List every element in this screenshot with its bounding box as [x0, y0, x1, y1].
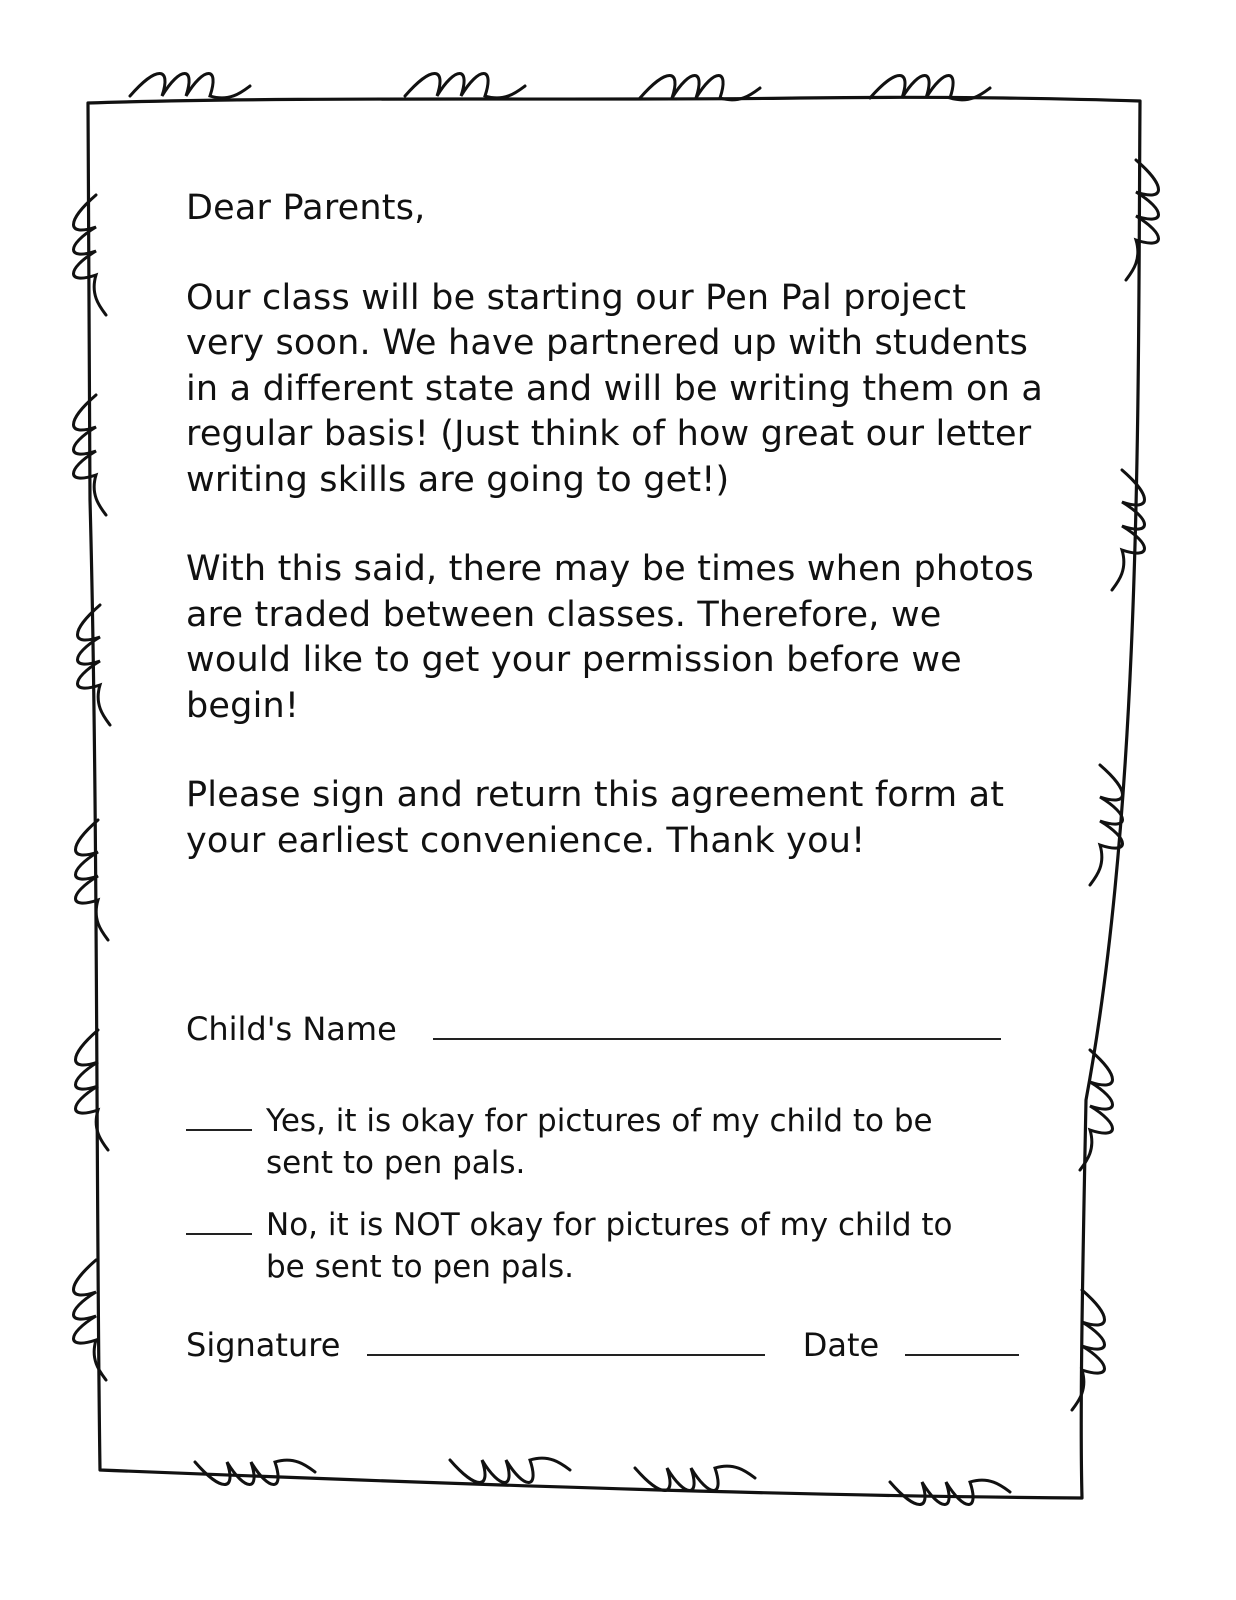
signature-field[interactable] [367, 1326, 765, 1356]
option-yes-label: Yes, it is okay for pictures of my child to be sent to pen pals. [266, 1103, 933, 1181]
child-name-row [186, 1010, 1001, 1048]
option-no [186, 1204, 986, 1288]
curly-loop-ornament [195, 1460, 315, 1484]
option-yes-checkbox[interactable] [186, 1105, 252, 1131]
paragraph-intro: Our class will be starting our Pen Pal project very soon. We have partnered up with students in a different state and will be writing them on a regular basis! (Just think of how great our letter writing skills are going to get!) [186, 277, 1044, 500]
curly-loop-ornament [640, 76, 760, 100]
curly-loop-ornament [1072, 1290, 1105, 1410]
child-name-field[interactable] [433, 1010, 1001, 1040]
curly-loop-ornament [890, 1480, 1010, 1504]
option-no-checkbox[interactable] [186, 1209, 252, 1235]
salutation: Dear Parents, [186, 188, 426, 228]
curly-loop-ornament [1126, 160, 1159, 280]
curly-loop-ornament [76, 1030, 109, 1150]
option-yes [186, 1100, 986, 1184]
option-no-label: No, it is NOT okay for pictures of my child to be sent to pen pals. [266, 1207, 953, 1285]
curly-loop-ornament [635, 1466, 755, 1490]
signature-row [186, 1326, 1019, 1364]
curly-loop-ornament [1112, 470, 1145, 590]
curly-loop-ornament [76, 820, 109, 940]
signature-label: Signature [186, 1326, 341, 1364]
curly-loop-ornament [405, 74, 525, 98]
curly-loop-ornament [450, 1458, 570, 1482]
curly-loop-ornament [74, 1260, 107, 1380]
letter-body [186, 186, 1046, 908]
date-field[interactable] [905, 1326, 1019, 1356]
paragraph-photos: With this said, there may be times when photos are traded between classes. Therefore, we would like to get your permission before we begin! [186, 549, 1034, 726]
paragraph-request: Please sign and return this agreement form at your earliest convenience. Thank you! [186, 775, 1005, 861]
date-label: Date [802, 1326, 880, 1364]
child-name-label: Child's Name [186, 1010, 397, 1048]
curly-loop-ornament [130, 74, 250, 98]
